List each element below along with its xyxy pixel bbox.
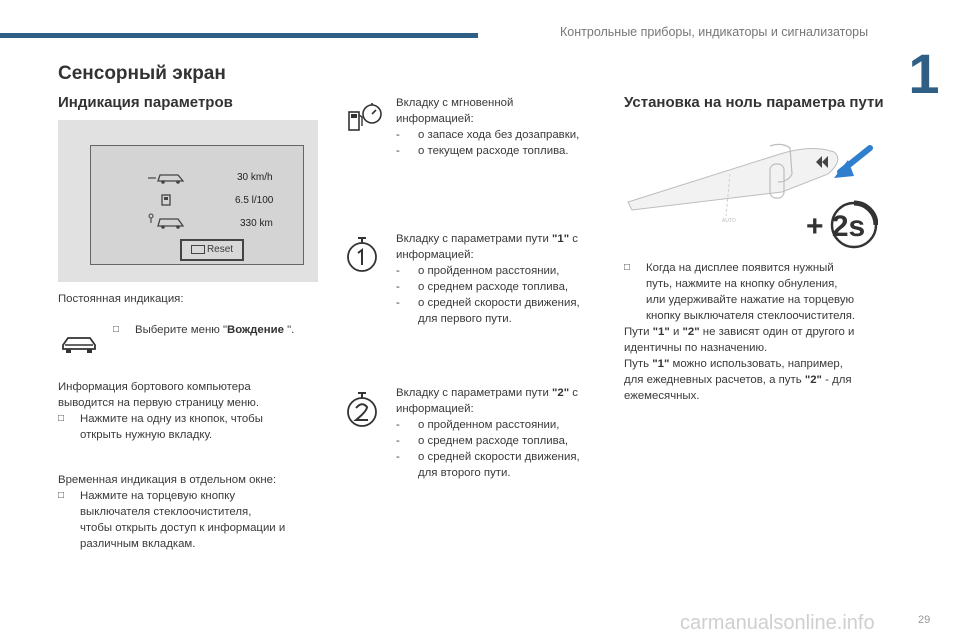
page-number: 29 bbox=[918, 614, 931, 626]
display-row-distance: 330 km bbox=[240, 218, 273, 229]
header-bar bbox=[0, 33, 478, 38]
stopwatch-1-icon bbox=[345, 235, 379, 275]
bullet-icon: □ bbox=[58, 490, 65, 501]
tab-instant-description: Вкладку с мгновенной информацией: - о запасе хода без дозаправки, - о текущем расходе топлива. bbox=[396, 95, 606, 159]
bullet-icon: □ bbox=[113, 324, 120, 335]
display-row-speed: 30 km/h bbox=[237, 172, 273, 183]
reset-instructions: □ Когда на дисплее появится нужный путь, нажмите на кнопку обнуления, или удерживайте нажатие на торцевую кнопку выключателя стеклоочистителя. Пути "1" и "2" не зависят один от другого и идентичны по назначению. Путь "1" можно использовать, например, для ежедневных расчетов, а путь "2" - для ежемесячных. bbox=[624, 262, 856, 402]
temporary-display-paragraph: Временная индикация в отдельном окне: □ Нажмите на торцевую кнопку выключателя стеклоочистителя, чтобы открыть доступ к информации и различным вкладкам. bbox=[58, 474, 286, 550]
section-heading-reset: Установка на ноль параметра пути bbox=[624, 94, 884, 111]
chapter-number: 1 bbox=[908, 42, 940, 105]
trip-info-paragraph: Информация бортового компьютера выводится на первую страницу меню. □ Нажмите на одну из кнопок, чтобы открыть нужную вкладку. bbox=[58, 381, 263, 441]
bullet-icon: □ bbox=[58, 413, 65, 424]
display-row-consumption: 6.5 l/100 bbox=[235, 195, 274, 206]
section-heading-parameters: Индикация параметров bbox=[58, 94, 233, 111]
instant-info-icon bbox=[345, 100, 385, 134]
tab-trip2-description: Вкладку с параметрами пути "2" с информацией: - о пройденном расстоянии, - о среднем расходе топлива, - о средней скорости движения, для второго пути. bbox=[396, 385, 606, 481]
tab-trip1-description: Вкладку с параметрами пути "1" с информацией: - о пройденном расстоянии, - о среднем расходе топлива, - о средней скорости движения, для первого пути. bbox=[396, 231, 606, 327]
car-icon bbox=[60, 334, 98, 356]
reset-icon bbox=[191, 245, 205, 254]
car-range-icon bbox=[148, 170, 188, 184]
watermark: carmanualsonline.info bbox=[680, 612, 875, 634]
fuel-icon bbox=[160, 193, 174, 207]
car-distance-icon bbox=[148, 213, 188, 229]
svg-text:AUTO: AUTO bbox=[722, 218, 736, 224]
select-menu-step: □ Выберите меню "Вождение ". bbox=[113, 324, 295, 336]
chapter-title: Контрольные приборы, индикаторы и сигнализаторы bbox=[560, 25, 869, 39]
bullet-icon: □ bbox=[624, 262, 631, 273]
hold-duration-label: + 2s bbox=[806, 210, 866, 243]
permanent-label: Постоянная индикация: bbox=[58, 293, 184, 305]
hold-2s-icon bbox=[804, 198, 878, 252]
stopwatch-2-icon bbox=[345, 390, 379, 430]
reset-button[interactable] bbox=[180, 239, 244, 261]
reset-label: Reset bbox=[206, 244, 234, 255]
page-title: Сенсорный экран bbox=[58, 63, 226, 84]
